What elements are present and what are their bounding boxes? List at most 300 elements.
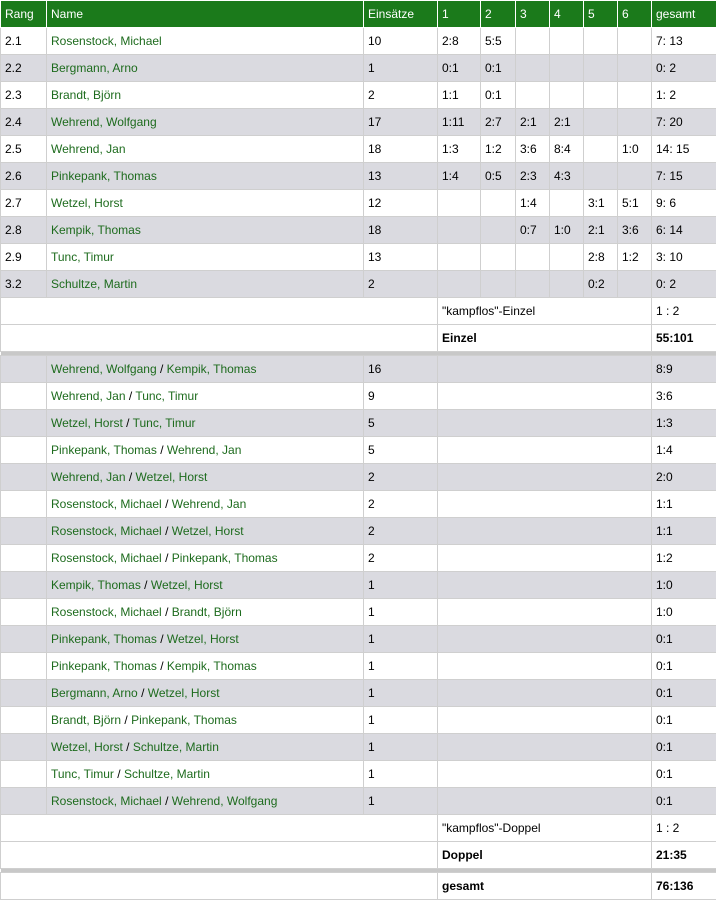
round-3-cell: 2:3 (516, 163, 550, 190)
doubles-pair-row (1, 491, 716, 518)
round-2-cell: 2:7 (481, 109, 516, 136)
doubles-pair-row (1, 734, 716, 761)
pair-cell (47, 410, 364, 437)
player-link[interactable]: Tunc, Timur (51, 767, 114, 781)
einsaetze-cell: 1 (364, 626, 438, 653)
rang-cell: 2.8 (1, 217, 47, 244)
einsaetze-cell: 2 (364, 518, 438, 545)
player-link[interactable]: Wehrend, Jan (51, 389, 126, 403)
rang-cell (1, 410, 47, 437)
header-round-5: 5 (584, 1, 618, 28)
player-link[interactable]: Pinkepank, Thomas (51, 443, 157, 457)
einsaetze-cell: 17 (364, 109, 438, 136)
rang-cell (1, 788, 47, 815)
rounds-cell (438, 545, 652, 572)
gesamt-cell: 1:0 (652, 599, 716, 626)
einsaetze-cell: 2 (364, 464, 438, 491)
player-link[interactable]: Kempik, Thomas (51, 223, 141, 237)
player-link[interactable]: Wehrend, Wolfgang (51, 115, 157, 129)
kampflos-doppel-value: 1 : 2 (652, 815, 716, 842)
player-link[interactable]: Rosenstock, Michael (51, 497, 162, 511)
pair-cell (47, 518, 364, 545)
doubles-pair-row (1, 572, 716, 599)
singles-summary (1, 298, 716, 356)
round-4-cell: 8:4 (550, 136, 584, 163)
round-3-cell (516, 271, 550, 298)
round-5-cell: 0:2 (584, 271, 618, 298)
player-link[interactable]: Tunc, Timur (51, 250, 114, 264)
round-1-cell: 1:4 (438, 163, 481, 190)
rang-cell (1, 626, 47, 653)
pair-cell (47, 680, 364, 707)
rang-cell: 2.2 (1, 55, 47, 82)
player-link[interactable]: Rosenstock, Michael (51, 551, 162, 565)
doubles-pair-row (1, 680, 716, 707)
doubles-section (1, 356, 716, 815)
doubles-pair-row (1, 599, 716, 626)
rang-cell (1, 572, 47, 599)
einsaetze-cell: 13 (364, 163, 438, 190)
round-1-cell: 1:3 (438, 136, 481, 163)
single-player-row (1, 82, 716, 109)
kampflos-doppel-label: "kampflos"-Doppel (438, 815, 652, 842)
single-player-row (1, 55, 716, 82)
doppel-total-value: 21:35 (652, 842, 716, 869)
doubles-pair-row (1, 383, 716, 410)
player-link[interactable]: Wetzel, Horst (136, 470, 208, 484)
rounds-cell (438, 491, 652, 518)
player-link[interactable]: Wehrend, Wolfgang (172, 794, 278, 808)
name-cell (47, 136, 364, 163)
player-link[interactable]: Brandt, Björn (172, 605, 242, 619)
pair-separator: / (124, 713, 127, 727)
single-player-row (1, 109, 716, 136)
player-link[interactable]: Bergmann, Arno (51, 61, 138, 75)
einsaetze-cell: 1 (364, 707, 438, 734)
pair-cell (47, 761, 364, 788)
gesamt-cell: 0:1 (652, 680, 716, 707)
single-player-row (1, 244, 716, 271)
player-link[interactable]: Kempik, Thomas (51, 578, 141, 592)
round-5-cell (584, 28, 618, 55)
doubles-pair-row (1, 788, 716, 815)
pair-separator: / (141, 686, 144, 700)
gesamt-cell: 0: 2 (652, 55, 716, 82)
doppel-total-label: Doppel (438, 842, 652, 869)
single-player-row (1, 163, 716, 190)
pair-separator: / (144, 578, 147, 592)
rounds-cell (438, 356, 652, 383)
name-cell (47, 55, 364, 82)
round-1-cell: 1:1 (438, 82, 481, 109)
round-3-cell: 2:1 (516, 109, 550, 136)
einsaetze-cell: 13 (364, 244, 438, 271)
rang-cell (1, 761, 47, 788)
rang-cell (1, 680, 47, 707)
round-4-cell: 2:1 (550, 109, 584, 136)
gesamt-cell: 14: 15 (652, 136, 716, 163)
pair-separator: / (126, 416, 129, 430)
pair-separator: / (126, 740, 129, 754)
einsaetze-cell: 2 (364, 491, 438, 518)
doubles-pair-row (1, 707, 716, 734)
gesamt-cell: 7: 15 (652, 163, 716, 190)
round-4-cell: 4:3 (550, 163, 584, 190)
rang-cell: 2.5 (1, 136, 47, 163)
kampflos-einzel-label: "kampflos"-Einzel (438, 298, 652, 325)
rang-cell (1, 707, 47, 734)
kampflos-doppel-row (1, 815, 716, 842)
round-4-cell (550, 55, 584, 82)
player-link[interactable]: Brandt, Björn (51, 88, 121, 102)
pair-separator: / (129, 470, 132, 484)
doubles-pair-row (1, 356, 716, 383)
einsaetze-cell: 12 (364, 190, 438, 217)
header-row (1, 1, 716, 28)
player-link[interactable]: Wetzel, Horst (51, 416, 123, 430)
round-6-cell (618, 82, 652, 109)
round-4-cell (550, 244, 584, 271)
header-round-1: 1 (438, 1, 481, 28)
round-5-cell (584, 109, 618, 136)
round-2-cell: 5:5 (481, 28, 516, 55)
einsaetze-cell: 18 (364, 136, 438, 163)
pair-cell (47, 356, 364, 383)
player-link[interactable]: Wetzel, Horst (51, 196, 123, 210)
header-name: Name (47, 1, 364, 28)
name-cell (47, 190, 364, 217)
round-6-cell: 3:6 (618, 217, 652, 244)
einsaetze-cell: 10 (364, 28, 438, 55)
player-link[interactable]: Wetzel, Horst (172, 524, 244, 538)
single-player-row (1, 190, 716, 217)
einsaetze-cell: 2 (364, 545, 438, 572)
rang-cell (1, 653, 47, 680)
einsaetze-cell: 1 (364, 599, 438, 626)
gesamt-cell: 9: 6 (652, 190, 716, 217)
kampflos-einzel-value: 1 : 2 (652, 298, 716, 325)
einsaetze-cell: 18 (364, 217, 438, 244)
doppel-total-row (1, 842, 716, 869)
gesamt-cell: 0:1 (652, 788, 716, 815)
single-player-row (1, 271, 716, 298)
player-link[interactable]: Rosenstock, Michael (51, 605, 162, 619)
doubles-pair-row (1, 437, 716, 464)
doubles-pair-row (1, 545, 716, 572)
pair-separator: / (165, 497, 168, 511)
pair-cell (47, 383, 364, 410)
header-round-6: 6 (618, 1, 652, 28)
einzel-total-value: 55:101 (652, 325, 716, 352)
rounds-cell (438, 464, 652, 491)
pair-separator: / (165, 551, 168, 565)
round-5-cell (584, 55, 618, 82)
rang-cell (1, 734, 47, 761)
kampflos-einzel-row (1, 298, 716, 325)
name-cell (47, 271, 364, 298)
player-link[interactable]: Rosenstock, Michael (51, 524, 162, 538)
round-5-cell: 2:1 (584, 217, 618, 244)
round-4-cell (550, 190, 584, 217)
round-5-cell: 3:1 (584, 190, 618, 217)
player-link[interactable]: Pinkepank, Thomas (172, 551, 278, 565)
name-cell (47, 217, 364, 244)
pair-cell (47, 464, 364, 491)
player-link[interactable]: Wehrend, Jan (51, 142, 126, 156)
pair-separator: / (165, 524, 168, 538)
rang-cell: 2.3 (1, 82, 47, 109)
doubles-pair-row (1, 518, 716, 545)
name-cell (47, 244, 364, 271)
gesamt-cell: 1:1 (652, 491, 716, 518)
round-2-cell: 0:5 (481, 163, 516, 190)
doubles-summary (1, 815, 716, 900)
round-4-cell (550, 28, 584, 55)
player-link[interactable]: Wetzel, Horst (51, 740, 123, 754)
gesamt-cell: 6: 14 (652, 217, 716, 244)
doubles-pair-row (1, 761, 716, 788)
player-link[interactable]: Wetzel, Horst (151, 578, 223, 592)
round-6-cell (618, 55, 652, 82)
round-1-cell: 0:1 (438, 55, 481, 82)
gesamt-cell: 0: 2 (652, 271, 716, 298)
player-link[interactable]: Tunc, Timur (133, 416, 196, 430)
rounds-cell (438, 707, 652, 734)
player-link[interactable]: Tunc, Timur (135, 389, 198, 403)
einzel-total-label: Einzel (438, 325, 652, 352)
round-4-cell (550, 82, 584, 109)
rounds-cell (438, 410, 652, 437)
pair-separator: / (160, 443, 163, 457)
einsaetze-cell: 1 (364, 788, 438, 815)
name-cell (47, 163, 364, 190)
header-round-2: 2 (481, 1, 516, 28)
round-6-cell (618, 271, 652, 298)
rang-cell: 2.1 (1, 28, 47, 55)
single-player-row (1, 28, 716, 55)
header-rang: Rang (1, 1, 47, 28)
rounds-cell (438, 788, 652, 815)
pair-cell (47, 653, 364, 680)
einsaetze-cell: 1 (364, 653, 438, 680)
rounds-cell (438, 626, 652, 653)
gesamt-cell: 8:9 (652, 356, 716, 383)
rang-cell (1, 356, 47, 383)
single-player-row (1, 136, 716, 163)
rang-cell: 2.7 (1, 190, 47, 217)
gesamt-cell: 0:1 (652, 626, 716, 653)
rang-cell (1, 545, 47, 572)
player-link[interactable]: Pinkepank, Thomas (51, 632, 157, 646)
round-2-cell (481, 190, 516, 217)
header-round-4: 4 (550, 1, 584, 28)
doubles-pair-row (1, 410, 716, 437)
player-link[interactable]: Pinkepank, Thomas (51, 169, 157, 183)
player-link[interactable]: Pinkepank, Thomas (131, 713, 237, 727)
player-link[interactable]: Kempik, Thomas (167, 659, 257, 673)
pair-cell (47, 626, 364, 653)
player-link[interactable]: Bergmann, Arno (51, 686, 138, 700)
pair-separator: / (160, 362, 163, 376)
round-2-cell: 1:2 (481, 136, 516, 163)
pair-cell (47, 788, 364, 815)
round-6-cell (618, 109, 652, 136)
round-6-cell: 1:0 (618, 136, 652, 163)
round-3-cell: 0:7 (516, 217, 550, 244)
gesamt-cell: 1:0 (652, 572, 716, 599)
name-cell (47, 82, 364, 109)
player-link[interactable]: Schultze, Martin (133, 740, 219, 754)
einsaetze-cell: 2 (364, 82, 438, 109)
round-6-cell (618, 28, 652, 55)
rang-cell: 2.6 (1, 163, 47, 190)
round-2-cell: 0:1 (481, 82, 516, 109)
rang-cell (1, 491, 47, 518)
player-link[interactable]: Wehrend, Jan (51, 470, 126, 484)
einsaetze-cell: 1 (364, 734, 438, 761)
player-link[interactable]: Wehrend, Wolfgang (51, 362, 157, 376)
rounds-cell (438, 680, 652, 707)
einsaetze-cell: 5 (364, 437, 438, 464)
einsaetze-cell: 2 (364, 271, 438, 298)
round-2-cell (481, 217, 516, 244)
rounds-cell (438, 437, 652, 464)
doubles-pair-row (1, 653, 716, 680)
round-3-cell (516, 244, 550, 271)
header-round-3: 3 (516, 1, 550, 28)
einsaetze-cell: 1 (364, 680, 438, 707)
einzel-total-row (1, 325, 716, 352)
gesamt-cell: 0:1 (652, 653, 716, 680)
rounds-cell (438, 653, 652, 680)
round-1-cell (438, 271, 481, 298)
round-4-cell (550, 271, 584, 298)
gesamt-cell: 0:1 (652, 734, 716, 761)
gesamt-cell: 1:3 (652, 410, 716, 437)
round-5-cell (584, 163, 618, 190)
rang-cell (1, 464, 47, 491)
round-1-cell (438, 190, 481, 217)
rang-cell: 2.9 (1, 244, 47, 271)
name-cell (47, 28, 364, 55)
einsaetze-cell: 1 (364, 572, 438, 599)
rounds-cell (438, 518, 652, 545)
player-link[interactable]: Brandt, Björn (51, 713, 121, 727)
rang-cell (1, 518, 47, 545)
round-2-cell (481, 271, 516, 298)
rang-cell (1, 437, 47, 464)
round-5-cell (584, 136, 618, 163)
gesamt-cell: 1:4 (652, 437, 716, 464)
einsaetze-cell: 1 (364, 761, 438, 788)
gesamt-cell: 3: 10 (652, 244, 716, 271)
gesamt-cell: 0:1 (652, 707, 716, 734)
rang-cell (1, 599, 47, 626)
player-link[interactable]: Wehrend, Jan (172, 497, 247, 511)
pair-cell (47, 572, 364, 599)
round-2-cell (481, 244, 516, 271)
doubles-pair-row (1, 464, 716, 491)
pair-separator: / (129, 389, 132, 403)
round-3-cell: 1:4 (516, 190, 550, 217)
round-6-cell (618, 163, 652, 190)
gesamt-cell: 1:1 (652, 518, 716, 545)
round-3-cell (516, 28, 550, 55)
player-link[interactable]: Kempik, Thomas (167, 362, 257, 376)
round-5-cell (584, 82, 618, 109)
player-link[interactable]: Schultze, Martin (124, 767, 210, 781)
pair-separator: / (165, 605, 168, 619)
round-1-cell (438, 244, 481, 271)
gesamt-cell: 0:1 (652, 761, 716, 788)
pair-cell (47, 599, 364, 626)
player-link[interactable]: Schultze, Martin (51, 277, 137, 291)
pair-cell (47, 437, 364, 464)
gesamt-total-row (1, 873, 716, 900)
player-link[interactable]: Wetzel, Horst (148, 686, 220, 700)
rounds-cell (438, 572, 652, 599)
rang-cell: 3.2 (1, 271, 47, 298)
singles-section (1, 28, 716, 298)
round-6-cell: 1:2 (618, 244, 652, 271)
pair-cell (47, 491, 364, 518)
gesamt-cell: 7: 20 (652, 109, 716, 136)
rounds-cell (438, 383, 652, 410)
rounds-cell (438, 761, 652, 788)
round-1-cell: 1:11 (438, 109, 481, 136)
round-4-cell: 1:0 (550, 217, 584, 244)
round-1-cell: 2:8 (438, 28, 481, 55)
einsaetze-cell: 1 (364, 55, 438, 82)
gesamt-cell: 7: 13 (652, 28, 716, 55)
player-link[interactable]: Wetzel, Horst (167, 632, 239, 646)
player-link[interactable]: Rosenstock, Michael (51, 34, 162, 48)
einsaetze-cell: 9 (364, 383, 438, 410)
rang-cell: 2.4 (1, 109, 47, 136)
pair-cell (47, 707, 364, 734)
round-2-cell: 0:1 (481, 55, 516, 82)
header-einsaetze: Einsätze (364, 1, 438, 28)
gesamt-cell: 2:0 (652, 464, 716, 491)
player-link[interactable]: Rosenstock, Michael (51, 794, 162, 808)
single-player-row (1, 217, 716, 244)
header-gesamt: gesamt (652, 1, 716, 28)
einsaetze-cell: 16 (364, 356, 438, 383)
pair-separator: / (160, 632, 163, 646)
gesamt-total-label: gesamt (438, 873, 652, 900)
round-3-cell: 3:6 (516, 136, 550, 163)
name-cell (47, 109, 364, 136)
gesamt-cell: 3:6 (652, 383, 716, 410)
pair-separator: / (160, 659, 163, 673)
rounds-cell (438, 599, 652, 626)
pair-cell (47, 545, 364, 572)
einsaetze-cell: 5 (364, 410, 438, 437)
pair-cell (47, 734, 364, 761)
gesamt-cell: 1:2 (652, 545, 716, 572)
round-3-cell (516, 82, 550, 109)
round-6-cell: 5:1 (618, 190, 652, 217)
gesamt-total-value: 76:136 (652, 873, 716, 900)
player-link[interactable]: Wehrend, Jan (167, 443, 242, 457)
player-link[interactable]: Pinkepank, Thomas (51, 659, 157, 673)
rang-cell (1, 383, 47, 410)
round-1-cell (438, 217, 481, 244)
doubles-pair-row (1, 626, 716, 653)
pair-separator: / (117, 767, 120, 781)
rounds-cell (438, 734, 652, 761)
round-5-cell: 2:8 (584, 244, 618, 271)
